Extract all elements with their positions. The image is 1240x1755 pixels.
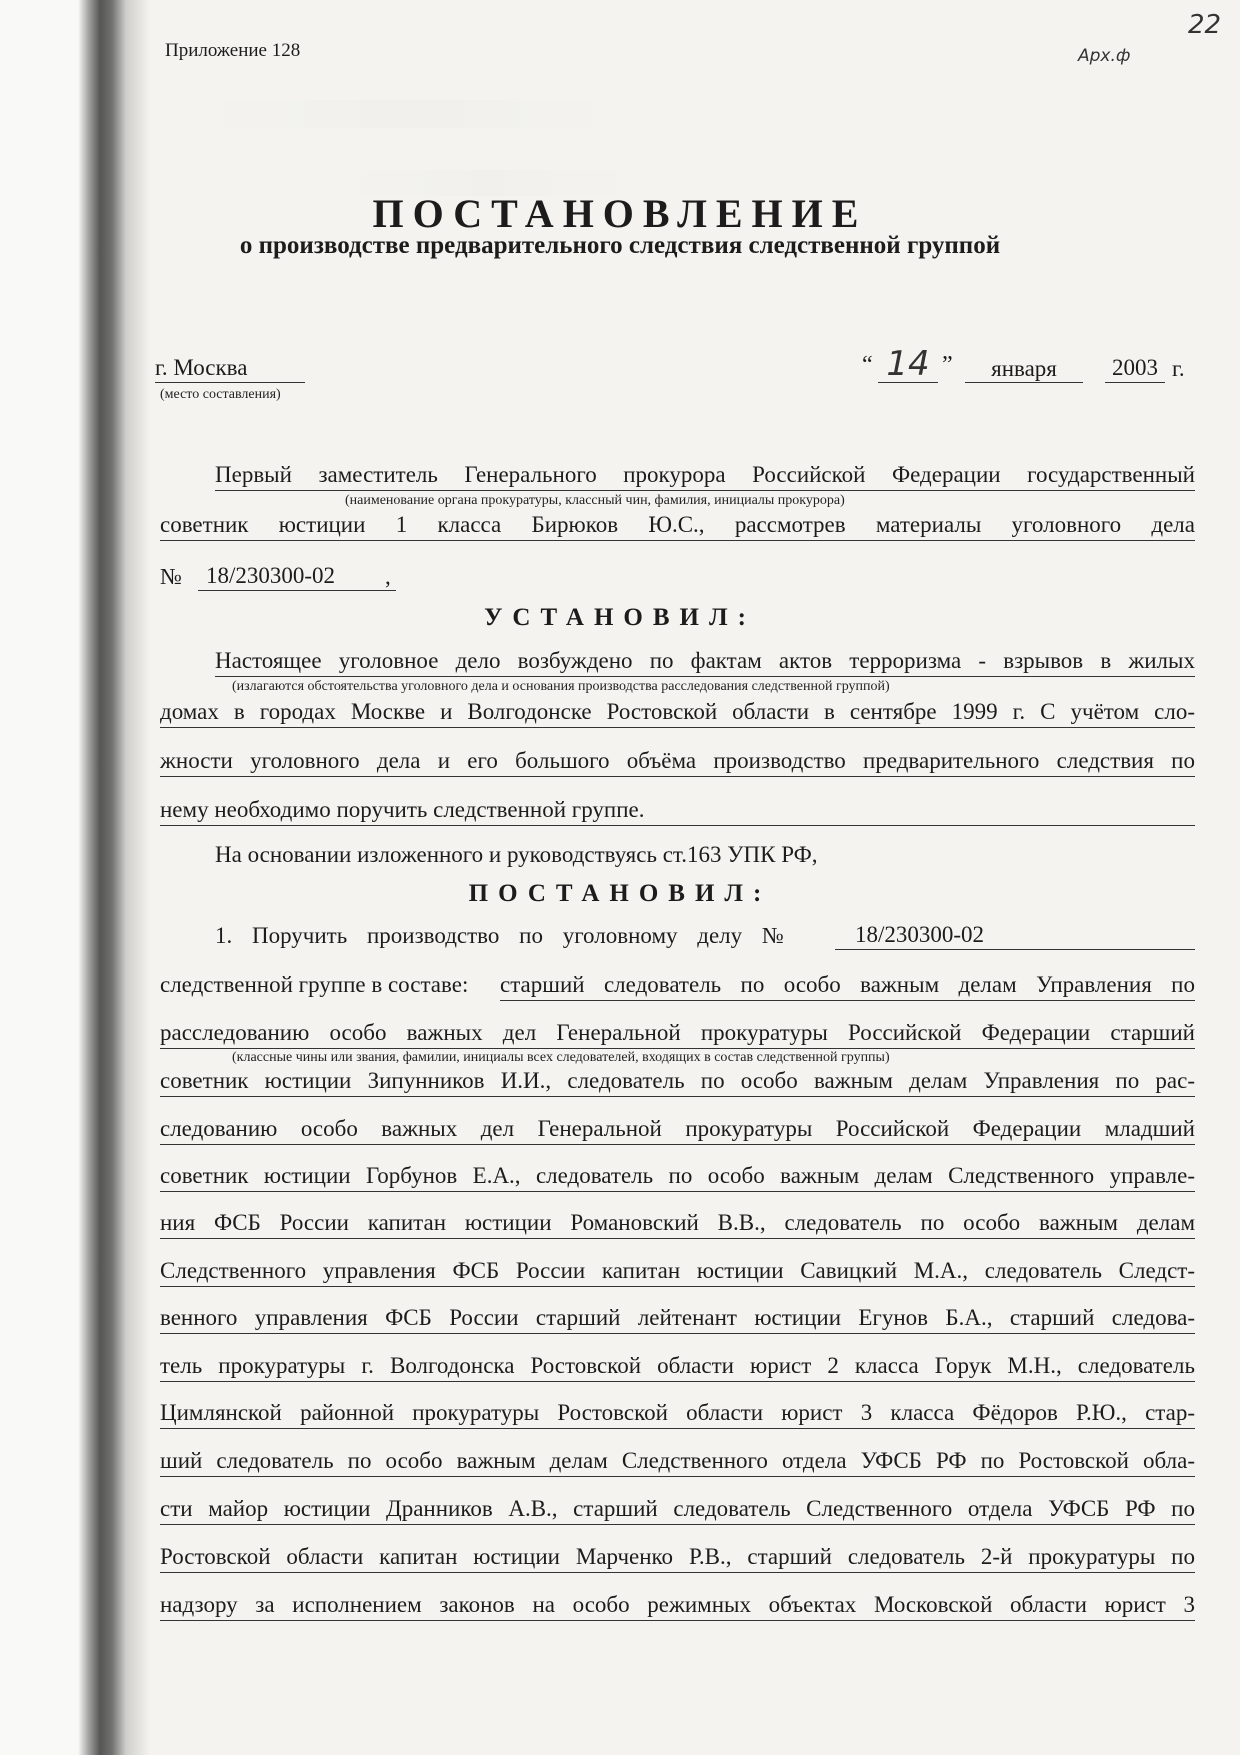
- intro-line-1: [215, 460, 1195, 491]
- group-member-line-text: советник юстиции Горбунов Е.А., следователь по особо важным делам Следственного управле-: [160, 1163, 1195, 1188]
- scan-edge-shadow: [0, 0, 150, 1755]
- group-member-line: [160, 1542, 1195, 1573]
- group-member-line: [160, 1114, 1195, 1145]
- group-composition-line-a-text: старший следователь по особо важным делам Управления по: [500, 972, 1195, 997]
- group-member-line: [160, 1351, 1195, 1382]
- established-heading: УСТАНОВИЛ:: [484, 604, 756, 631]
- intro-line-2: [160, 510, 1195, 541]
- intro-caption: (наименование органа прокуратуры, классный чин, фамилия, инициалы прокурора): [345, 493, 845, 508]
- established-line-4-text: нему необходимо поручить следственной группе.: [160, 797, 645, 822]
- bleed-through-shadow: [200, 100, 620, 128]
- established-line-1-text: Настоящее уголовное дело возбуждено по фактам актов терроризма - взрывов в жилых: [215, 648, 1195, 673]
- case-number: 18/230300-02: [206, 563, 336, 588]
- date-year-suffix: г.: [1172, 356, 1185, 381]
- group-member-line: [160, 1303, 1195, 1334]
- case-number-suffix: ,: [385, 564, 391, 589]
- established-line-4: [160, 795, 1195, 826]
- group-member-line: [160, 1494, 1195, 1525]
- case-number-field: [198, 562, 396, 591]
- resolved-item-1: 1. Поручить производство по уголовному делу №: [215, 923, 784, 948]
- date-day-field: [878, 344, 938, 383]
- group-member-line: [160, 1161, 1195, 1192]
- date-quote-open: “: [862, 352, 873, 378]
- place-field: [155, 354, 305, 383]
- date-year-field: [1105, 354, 1165, 383]
- resolved-heading: ПОСТАНОВИЛ:: [468, 880, 772, 907]
- resolved-case-number: 18/230300-02: [855, 922, 985, 947]
- established-line-2-text: домах в городах Москве и Волгодонске Ростовской области в сентябре 1999 г. С учётом сло-: [160, 699, 1195, 724]
- date-year: 2003: [1112, 355, 1158, 380]
- group-member-line-text: сти майор юстиции Дранников А.В., старший следователь Следственного отдела УФСБ РФ по: [160, 1496, 1195, 1521]
- case-number-prefix: №: [160, 564, 182, 589]
- group-member-line: [160, 1256, 1195, 1287]
- established-line-2: [160, 697, 1195, 728]
- group-member-line-text: Цимлянской районной прокуратуры Ростовской области юрист 3 класса Фёдоров Р.Ю., стар-: [160, 1400, 1195, 1425]
- group-member-line: [160, 1398, 1195, 1429]
- basis-text: На основании изложенного и руководствуясь ст.163 УПК РФ,: [215, 842, 818, 867]
- established-line-1: [215, 646, 1195, 677]
- group-composition-line-b-text: расследованию особо важных дел Генеральной прокуратуры Российской Федерации старший: [160, 1020, 1195, 1045]
- group-member-line-text: советник юстиции Зипунников И.И., следователь по особо важным делам Управления по рас-: [160, 1068, 1195, 1093]
- group-composition-line-a: [500, 970, 1195, 1001]
- established-line-3-text: жности уголовного дела и его большого объёма производство предварительного следствия по: [160, 748, 1195, 773]
- appendix-label: Приложение 128: [165, 40, 301, 61]
- group-member-line: [160, 1590, 1195, 1621]
- document-title: ПОСТАНОВЛЕНИЕ: [372, 191, 868, 236]
- intro-line-1-text: Первый заместитель Генерального прокурора Российской Федерации государственный: [215, 462, 1195, 487]
- document-subtitle: о производстве предварительного следствия следственной группой: [239, 232, 1001, 259]
- group-member-line: [160, 1208, 1195, 1239]
- group-member-line-text: Ростовской области капитан юстиции Марченко Р.В., старший следователь 2-й прокуратуры по: [160, 1544, 1195, 1569]
- group-member-line: [160, 1066, 1195, 1097]
- group-composition-line-b: [160, 1018, 1195, 1049]
- date-month-field: [965, 356, 1083, 383]
- date-day: 14: [886, 344, 930, 384]
- handwritten-note: Арх.ф: [1078, 46, 1131, 66]
- group-member-line-text: ния ФСБ России капитан юстиции Романовский В.В., следователь по особо важным делам: [160, 1210, 1195, 1235]
- group-member-line-text: венного управления ФСБ России старший лейтенант юстиции Егунов Б.А., старший следова-: [160, 1305, 1195, 1330]
- established-line-3: [160, 746, 1195, 777]
- group-member-line-text: надзору за исполнением законов на особо режимных объектах Московской области юрист 3: [160, 1592, 1195, 1617]
- group-member-line-text: тель прокуратуры г. Волгодонска Ростовской области юрист 2 класса Горук М.Н., следователь: [160, 1353, 1195, 1378]
- intro-line-2-text: советник юстиции 1 класса Бирюков Ю.С., рассмотрев материалы уголовного дела: [160, 512, 1195, 537]
- established-caption: (излагаются обстоятельства уголовного дела и основания производства расследования следственной группой): [232, 679, 890, 694]
- place-text: г. Москва: [155, 355, 248, 380]
- group-member-line-text: следованию особо важных дел Генеральной прокуратуры Российской Федерации младший: [160, 1116, 1195, 1141]
- date-month: января: [991, 356, 1057, 381]
- group-member-line: [160, 1446, 1195, 1477]
- group-member-line-text: ший следователь по особо важным делам Следственного отдела УФСБ РФ по Ростовской обла-: [160, 1448, 1195, 1473]
- date-quote-close: ”: [942, 352, 953, 378]
- group-composition-caption: (классные чины или звания, фамилии, инициалы всех следователей, входящих в состав следственной группы): [232, 1050, 890, 1065]
- corner-page-number: 22: [1188, 10, 1222, 40]
- place-caption: (место составления): [160, 387, 281, 402]
- group-composition-prefix: следственной группе в составе:: [160, 972, 469, 997]
- resolved-case-number-field: [835, 921, 1195, 950]
- group-member-line-text: Следственного управления ФСБ России капитан юстиции Савицкий М.А., следователь Следст-: [160, 1258, 1195, 1283]
